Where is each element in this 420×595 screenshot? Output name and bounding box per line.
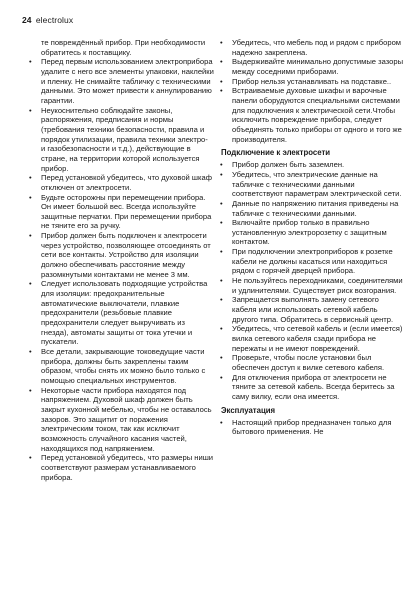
brand-name: electrolux	[35, 15, 74, 25]
list-item: • Перед установкой убедитесь, что духовой шкаф отключен от электросети.	[28, 173, 214, 192]
list-item: • Будьте осторожны при перемещении прибора. Он имеет большой вес. Всегда используйте защитные перчатки. При перемещении прибора не тяните его за ручку.	[28, 193, 214, 232]
list-item: • Проверьте, чтобы после установки был обеспечен доступ к вилке сетевого кабеля.	[219, 353, 405, 372]
list-item: • Некоторые части прибора находятся под напряжением. Духовой шкаф должен быть закрыт кухонной мебелью, чтобы не оставалось зазоров. Это защитит от поражения электрическим током, так как исключит возможность случайного касания частей, находящихся под напряжением.	[28, 386, 214, 454]
right-column	[219, 38, 405, 437]
list-item: • Убедитесь, что мебель под и рядом с прибором надежно закреплена.	[219, 38, 405, 57]
list-item: те повреждённый прибор. При необходимости обратитесь к поставщику.	[41, 38, 206, 57]
right-top-list	[219, 38, 405, 144]
list-item: • Убедитесь, что сетевой кабель и (если имеется) вилка сетевого кабеля сзади прибора не пережаты и не имеют повреждений.	[219, 324, 405, 353]
list-item: • Прибор нельзя устанавливать на подставке..	[219, 77, 405, 87]
list-item: • Выдерживайте минимально допустимые зазоры между соседними приборами.	[219, 57, 405, 76]
page-header	[22, 15, 73, 25]
list-item: • Настоящий прибор предназначен только для бытового применения. Не	[219, 418, 405, 437]
page-number: 24	[22, 15, 32, 25]
list-item: • Для отключения прибора от электросети не тяните за сетевой кабель. Всегда беритесь за саму вилку, если она имеется.	[219, 373, 405, 402]
list-item: • При подключении электроприборов к розетке кабели не должны касаться или находиться рядом с горячей дверцей прибора.	[219, 247, 405, 276]
list-item: • Данные по напряжению питания приведены на табличке с техническими данными.	[219, 199, 405, 218]
operation-list	[219, 418, 405, 437]
list-item: • Прибор должен быть подключен к электросети через устройство, позволяющее отсоединять от сети все контакты. Устройство для изоляции должно обеспечивать расстояние между разомкнутыми контактами не менее 3 мм.	[28, 231, 214, 279]
list-item: • Все детали, закрывающие токоведущие части прибора, должны быть закреплены таким образом, чтобы снять их можно было только с помощью специальных инструментов.	[28, 347, 214, 386]
section-heading-electric: Подключение к электросети	[221, 148, 331, 158]
list-item: • Перед первым использованием электроприбора удалите с него все элементы упаковки, наклейки и пленку. Не снимайте табличку с техническими данными. Это может привести к аннулированию гарантии.	[28, 57, 214, 105]
list-item: • Перед установкой убедитесь, что размеры ниши соответствуют размерам устанавливаемого прибора.	[28, 453, 214, 482]
left-list	[28, 38, 214, 482]
list-item: • Не пользуйтесь переходниками, соединителями и удлинителями. Существует риск возгорания.	[219, 276, 405, 295]
list-item: • Следует использовать подходящие устройства для изоляции: предохранительные автоматические выключатели, плавкие предохранители (резьбовые плавкие предохранители следует выкручивать из гнезда), автоматы защиты от тока утечки и пускатели.	[28, 279, 214, 347]
left-column	[28, 38, 214, 482]
list-item: • Включайте прибор только в правильно установленную электророзетку с защитным контактом.	[219, 218, 405, 247]
list-item: • Прибор должен быть заземлен.	[219, 160, 405, 170]
list-item: • Неукоснительно соблюдайте законы, распоряжения, предписания и нормы (требования техники безопасности, правила и порядок утилизации, правила техники электро- и газобезопасности и т.д.), действующие в стране, на территории которой используется прибор.	[28, 106, 214, 174]
section-heading-operation: Эксплуатация	[221, 405, 276, 415]
list-item: • Запрещается выполнять замену сетевого кабеля или использовать сетевой кабель другого типа. Обратитесь в сервисный центр.	[219, 295, 405, 324]
electric-list	[219, 160, 405, 401]
list-item: • Встраиваемые духовые шкафы и варочные панели оборудуются специальными системами для подключения к электрической сети.Чтобы исключить повреждение прибора, следует объединять только приборы от одного и того же производителя.	[219, 86, 405, 144]
list-item: • Убедитесь, что электрические данные на табличке с техническими данными соответствуют параметрам электрической сети.	[219, 170, 405, 199]
